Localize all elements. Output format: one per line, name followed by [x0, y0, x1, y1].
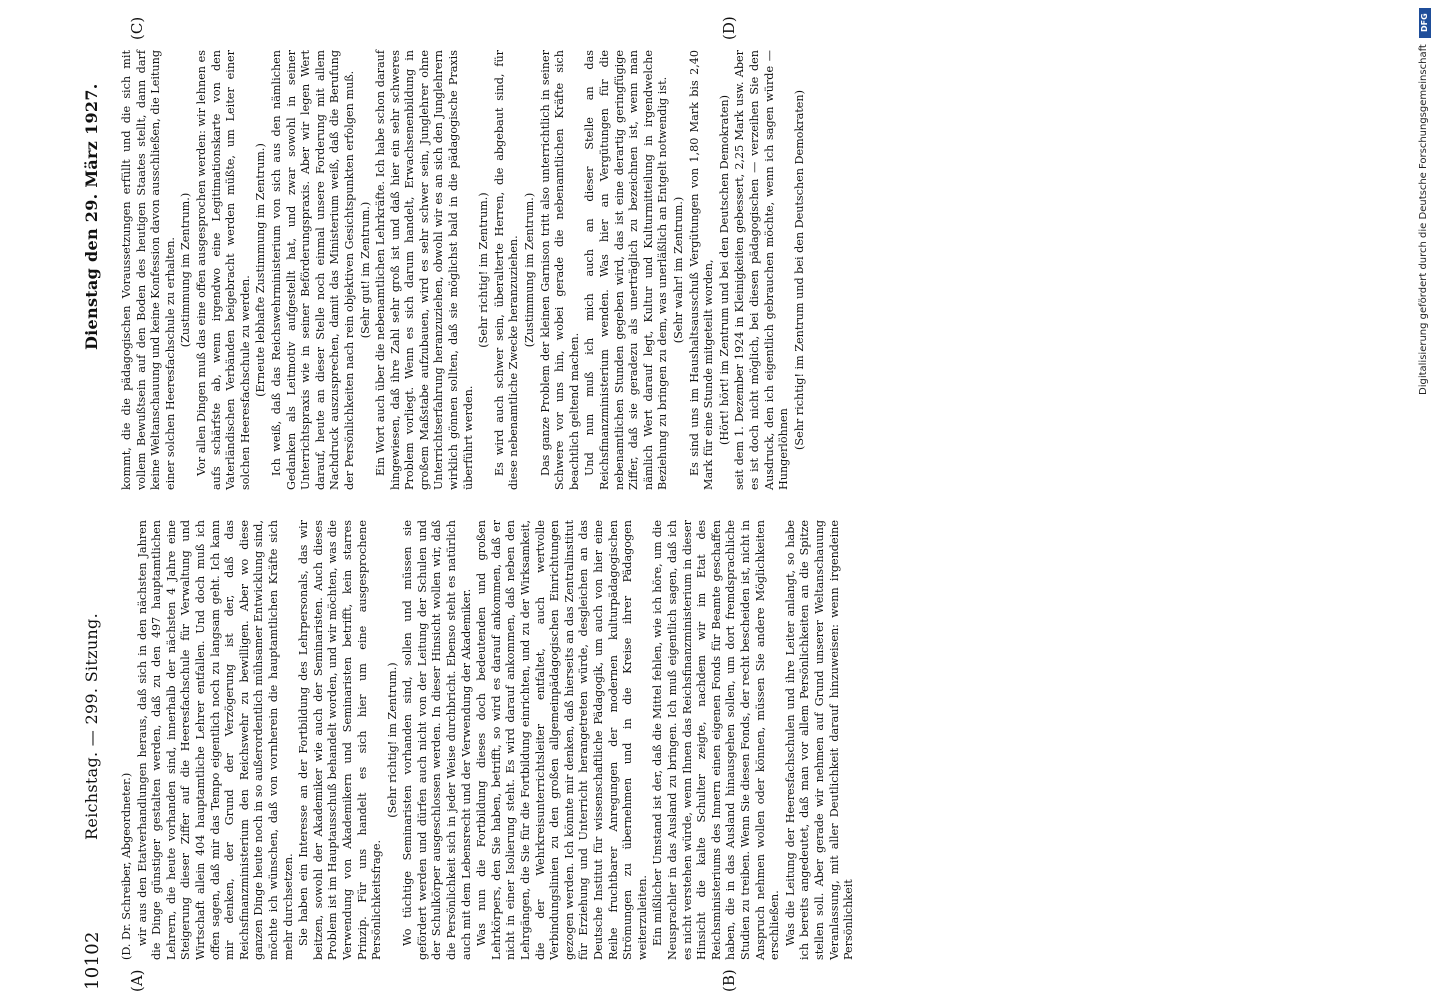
paragraph: Sie haben ein Interesse an der Fortbildung des Lehrpersonals, das wir beitzen, sowohl der Akademiker wie auch der Seminaristen. Auch dieses Problem ist im Hauptausschuß behandelt worden, und wir möchten, was die Verwendung von Akademikern und Seminaristen betrifft, kein starres Prinzip. Für uns handelt es sich hier um eine ausgesprochene Persönlichkeitsfrage. [297, 520, 384, 960]
rotated-document-page [80, 10, 1310, 990]
paragraph: Vor allen Dingen muß das eine offen ausgesprochen werden: wir lehnen es aufs schärfste ab, wenn irgendwo eine Legitimationskarte von den Vaterländischen Verbänden beigebracht werden müßte, um Leiter einer solchen Heeresfachschule zu werden. [194, 50, 252, 490]
paragraph: Das ganze Problem der kleinen Garnison tritt also unterrichtlich in seiner Schwere vor uns hin, wobei gerade die nebenamtlichen Kräfte sich beachtlich geltend machen. [538, 50, 581, 490]
margin-letter-d: (D) [720, 16, 738, 40]
paragraph: Ein mißlicher Umstand ist der, daß die Mittel fehlen, wie ich höre, um die Neusprachler in das Ausland zu bringen. Ich muß eigentlich sagen, daß ich es nicht verstehen würde, wenn Ihnen das Reichsfinanzministerium in dieser Hinsicht die kalte Schulter zeigte, nachdem wir im Etat des Reichsministeriums des Innern einen eigenen Fonds für Beamte geschaffen haben, die in das Ausland hinausgehen sollen, um dort fremdsprachliche Studien zu treiben. Wenn Sie diesen Fonds, der recht bescheiden ist, nicht in Anspruch nehmen wollen oder können, müssen Sie andere Möglichkeiten erschließen. [651, 520, 782, 960]
interjection: (Sehr richtig! im Zentrum.) [385, 662, 399, 818]
digitization-note: Digitalisierung gefördert durch die Deutsche Forschungsgemeinschaft [1418, 44, 1429, 395]
paragraph: Was nun die Fortbildung dieses doch bedeutenden und großen Lehrkörpers, den Sie haben, betrifft, so wird es darauf ankommen, daß er nicht in einer Isolierung steht. Es wird darauf ankommen, daß neben den Lehrgängen, die Sie für die Fortbildung einrichten, und zu der Wirksamkeit, die der Wehrkreisunterrichtsleiter entfaltet, auch wertvolle Verbindungslinien zu den großen allgemeinpädagogischen Einrichtungen gezogen werden. Ich könnte mir denken, daß hierseits an das Zentralinstitut für Erziehung und Unterricht herangetreten würde, desgleichen an das Deutsche Institut für wissenschaftliche Pädagogik, um auch von hier eine Reihe fruchtbarer Anregungen der modernen kulturpädagogischen Strömungen zu übernehmen und in die Kreise ihrer Pädagogen weiterzuleiten. [475, 520, 649, 960]
paragraph: kommt, die die pädagogischen Voraussetzungen erfüllt und die sich mit vollem Bewußtsein auf den Boden des heutigen Staates stellt, dann darf keine Weltanschauung und keine Konfession davon ausschließen, die Leitung einer solchen Heeresfachschule zu erhalten. [120, 50, 177, 490]
paragraph: Es sind uns im Haushaltsausschuß Vergütungen von 1,80 Mark bis 2,40 Mark für eine Stunde mitgeteilt worden, [687, 50, 716, 490]
interjection: (Sehr richtig! im Zentrum.) [477, 192, 491, 348]
paragraph: Es wird auch schwer sein, überalterte Herren, die abgebaut sind, für diese nebenamtliche Zwecke heranzuziehen. [492, 50, 521, 490]
dfg-logo: DFG [1419, 8, 1431, 38]
paragraph: Ich weiß, daß das Reichswehrministerium von sich aus den nämlichen Gedanken als Leitmotiv aufgestellt hat, und zwar sowohl in seiner Unterrichtspraxis wie in seiner Beförderungspraxis. Aber wir legen Wert darauf, heute an dieser Stelle noch einmal unsere Forderung mit allem Nachdruck auszusprechen, damit das Ministerium weiß, daß die Berufung der Persönlichkeiten nach rein objektiven Gesichtspunkten erfolgen muß. [269, 50, 356, 490]
interjection: (Sehr richtig! im Zentrum und bei den Deutschen Demokraten) [792, 90, 806, 450]
page-number: 10102 [82, 931, 103, 990]
paragraph: seit dem 1. Dezember 1924 in Kleinigkeiten gebessert, 2,25 Mark usw. Aber es ist doch nicht möglich, bei diesen pädagogischen — verzeihen Sie den Ausdruck, den ich eigentlich gebrauchen möchte, wenn ich sagen würde — Hungerlöhnen [733, 50, 791, 490]
margin-letter-b: (B) [720, 969, 738, 992]
right-column [120, 50, 808, 490]
margin-letter-a: (A) [128, 969, 146, 992]
margin-letter-c: (C) [128, 16, 146, 40]
page-header [80, 10, 110, 990]
paragraph: wir aus den Etatverhandlungen heraus, daß sich in den nächsten Jahren die Dinge günstiger gestalten werden, daß zu den 497 hauptamtlichen Lehrern, die heute vorhanden sind, innerhalb der nächsten 4 Jahre eine Steigerung dieser Ziffer auf die Heeresfachschule für Verwaltung und Wirtschaft allein 404 hauptamtliche Lehrer entfallen. Und doch muß ich offen sagen, daß mir das Tempo eigentlich noch zu langsam geht. Ich kann mir denken, der Grund der Verzögerung ist der, daß das Reichsfinanzministerium den Reichswehr zu bewilligen. Aber wo diese ganzen Dinge heute noch in so außerordentlich mühsamer Entwicklung sind, möchte ich wünschen, daß von vornherein die hauptamtlichen Kräfte sich mehr durchsetzen. [135, 520, 295, 960]
interjection: (Hört! hört! im Zentrum und bei den Deutschen Demokraten) [717, 94, 731, 446]
paragraph: Ein Wort auch über die nebenamtlichen Lehrkräfte. Ich habe schon darauf hingewiesen, daß ihre Zahl sehr groß ist und daß hier ein sehr schweres Problem vorliegt. Wenn es sich darum handelt, Erwachsenenbildung in großem Maßstabe aufzubauen, wird es sehr schwer sein, Junglehrer ohne Unterrichtserfahrung heranzuziehen, obwohl wir es an sich den Junglehrern wirklich gönnen sollten, daß sie möglichst bald in die pädagogische Praxis überführt werden. [374, 50, 475, 490]
left-column [120, 520, 858, 960]
paragraph: Was die Leitung der Heeresfachschulen und ihre Leiter anlangt, so habe ich bereits angedeutet, daß man vor allem Persönlichkeiten an die Spitze stellen soll. Aber gerade wir nehmen auf Grund unserer Weltanschauung Veranlassung, mit aller Deutlichkeit darauf hinzuweisen: wenn irgendeine Persönlichkeit [783, 520, 856, 960]
interjection: (Sehr gut! im Zentrum.) [358, 201, 372, 339]
paragraph: Und nun muß ich mich auch an dieser Stelle an das Reichsfinanzministerium wenden. Was hier an Vergütungen für die nebenamtlichen Stunden gegeben wird, das ist eine derartig geringfügige Ziffer, daß sie geradezu als unerträglich zu bezeichnen ist, wenn man nämlich Wert darauf legt, Kultur und Kulturmitteilung in irgendwelche Beziehung zu bringen zu dem, was unerläßlich an Entgelt notwendig ist. [583, 50, 670, 490]
interjection: (Zustimmung im Zentrum.) [179, 192, 193, 348]
interjection: (Zustimmung im Zentrum.) [523, 192, 537, 348]
speaker-line: (D. Dr. Schreiber, Abgeordneter.) [120, 772, 133, 960]
paragraph: Wo tüchtige Seminaristen vorhanden sind, sollen und müssen sie gefördert werden und dürfen auch nicht von der Leitung der Schulen und der Schulkörper ausgeschlossen werden. In dieser Hinsicht wollen wir, daß die Persönlichkeit sich in jeder Weise durchbricht. Ebenso steht es natürlich auch mit dem Lebensrecht und der Verwendung der Akademiker. [401, 520, 473, 960]
header-left-title: Reichstag. — 299. Sitzung. [82, 613, 101, 840]
interjection: (Erneute lebhafte Zustimmung im Zentrum.) [254, 143, 268, 397]
interjection: (Sehr wahr! im Zentrum.) [671, 196, 685, 344]
header-right-title: Dienstag den 29. März 1927. [82, 83, 101, 350]
